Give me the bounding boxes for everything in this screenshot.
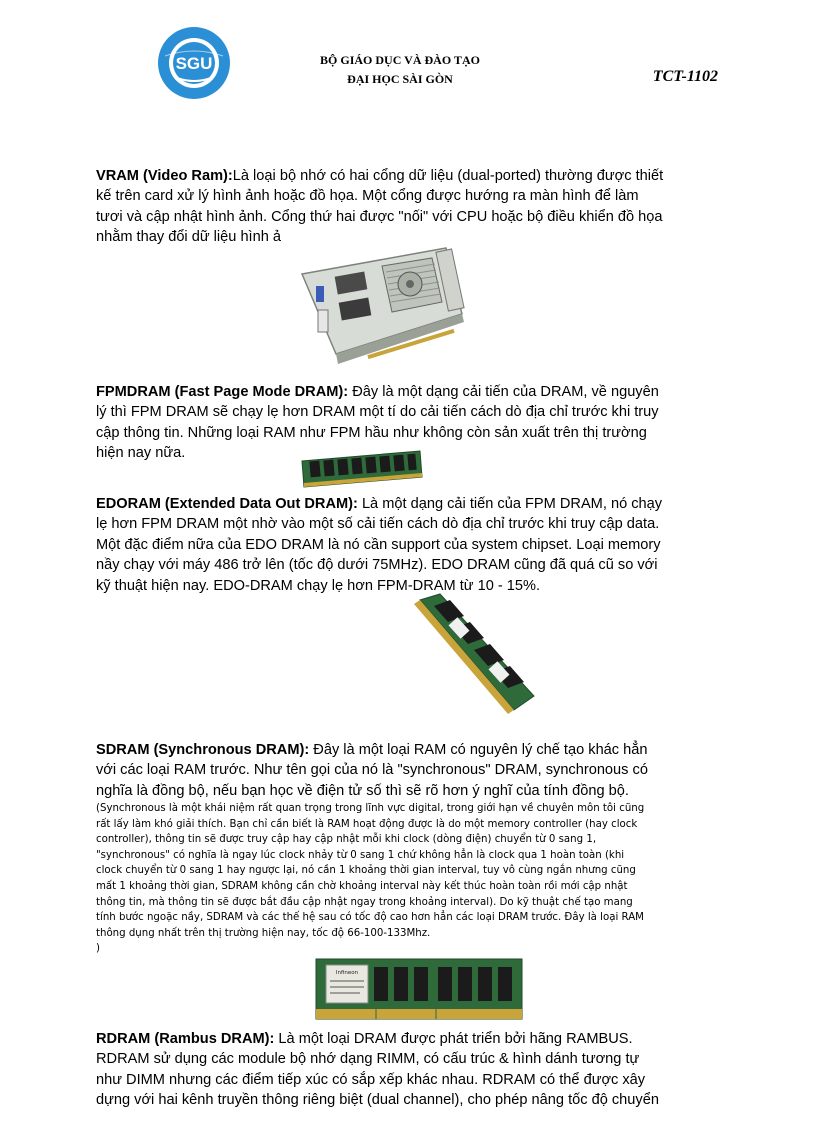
rdram-term: RDRAM (Rambus DRAM): bbox=[96, 1031, 275, 1047]
edo-paragraph: EDORAM (Extended Data Out DRAM): Là một dạng cải tiến của FPM DRAM, nó chạy lẹ hơn FPM DRAM một nhờ vào một số cải tiến cách dò địa chỉ trước khi truy cập data. Một đặc điểm nữa của EDO DRAM là nó cần support của system chipset. Loại memory nầy chạy với máy 486 trở lên (tốc độ dưới 75MHz). EDO DRAM cũng đã quá cũ so với kỹ thuật hiện nay. EDO-DRAM chạy lẹ hơn FPM-DRAM từ 10 - 15%. bbox=[96, 496, 663, 594]
sdram-term: SDRAM (Synchronous DRAM): bbox=[96, 742, 310, 758]
document-code: TCT-1102 bbox=[652, 68, 718, 85]
sdram-note: (Synchronous là một khái niệm rất quan trọng trong lĩnh vực digital, trong giới hạn về chuyên môn tôi cũng rất lấy làm khó giải thích. Bạn chỉ cần biết là RAM hoạt động được là do một memory controller (hay clock controller), thông tin sẽ được truy cập hay cập nhật mỗi khi clock (dòng điện) chuyển từ 0 sang 1, "synchronous" có nghĩa là ngay lúc clock nhảy từ 0 sang 1 chứ không hẳn là clock qua 1 hoàn toàn (khi clock chuyển từ 0 sang 1 hay ngược lại, nó cần 1 khoảng thời gian interval, tuy vô cùng ngắn nhưng cũng mất 1 khoảng thời gian, SDRAM không cần chờ khoảng interval này kết thúc hoàn toàn rồi mới cập nhật thông tin, mà thông tin sẽ được bắt đầu cập nhật ngay trong khoảng interval). Do kỹ thuật chế tạo mang tính bước ngoặc nầy, SDRAM và các thế hệ sau có tốc độ cao hơn hẳn các loại DRAM trước. Đây là loại RAM thông dụng nhất trên thị trường hiện nay, tốc độ 66-100-133Mhz. ) bbox=[96, 803, 645, 955]
vram-paragraph: VRAM (Video Ram):Là loại bộ nhớ có hai cổng dữ liệu (dual-ported) thường được thiết kế trên card xử lý hình ảnh hoặc đồ họa. Một cổng được hướng ra màn hình để làm tươi và cập nhật hình ảnh. Cổng thứ hai được "nối" với CPU hoặc bộ điều khiển đồ họa nhằm thay đổi dữ liệu hình ả bbox=[96, 168, 664, 246]
logo-text: SGU bbox=[175, 54, 213, 73]
video-card-image bbox=[296, 244, 468, 368]
ministry-heading: BỘ GIÁO DỤC VÀ ĐÀO TẠO bbox=[320, 53, 480, 67]
university-logo bbox=[157, 26, 231, 100]
university-heading: ĐẠI HỌC SÀI GÒN bbox=[347, 72, 453, 86]
fpm-term: FPMDRAM (Fast Page Mode DRAM): bbox=[96, 384, 349, 400]
vram-term: VRAM (Video Ram): bbox=[96, 168, 233, 184]
sdram-paragraph: SDRAM (Synchronous DRAM): Đây là một loại RAM có nguyên lý chế tạo khác hẳn với các loại RAM trước. Như tên gọi của nó là "synchronous" DRAM, synchronous có nghĩa là đồng bộ, nếu bạn học về điện tử số thì sẽ rõ hơn ý nghĩ của tính đồng bộ. bbox=[96, 742, 648, 799]
edo-ram-module-image bbox=[410, 592, 538, 720]
rdram-paragraph: RDRAM (Rambus DRAM): Là một loại DRAM được phát triển bởi hãng RAMBUS. RDRAM sử dụng các module bộ nhớ dạng RIMM, có cấu trúc & hình dánh tương tự như DIMM nhưng các điểm tiếp xúc có sắp xếp khác nhau. RDRAM có thể được xây dựng với hai kênh truyền thông riêng biệt (dual channel), cho phép nâng tốc độ chuyển bbox=[96, 1031, 659, 1109]
sdram-module-image bbox=[316, 959, 522, 1019]
sdram-label-brand: Infineon bbox=[335, 970, 359, 976]
fpm-paragraph: FPMDRAM (Fast Page Mode DRAM): Đây là một dạng cải tiến của DRAM, về nguyên lý thì FPM DRAM sẽ chạy lẹ hơn DRAM một tí do cải tiến cách dò địa chỉ trước khi truy cập thông tin. Những loại RAM như FPM hầu như không còn sản xuất trên thị trường hiện nay nữa. bbox=[96, 384, 659, 462]
fpm-ram-module-image bbox=[300, 447, 424, 489]
edo-term: EDORAM (Extended Data Out DRAM): bbox=[96, 496, 358, 512]
